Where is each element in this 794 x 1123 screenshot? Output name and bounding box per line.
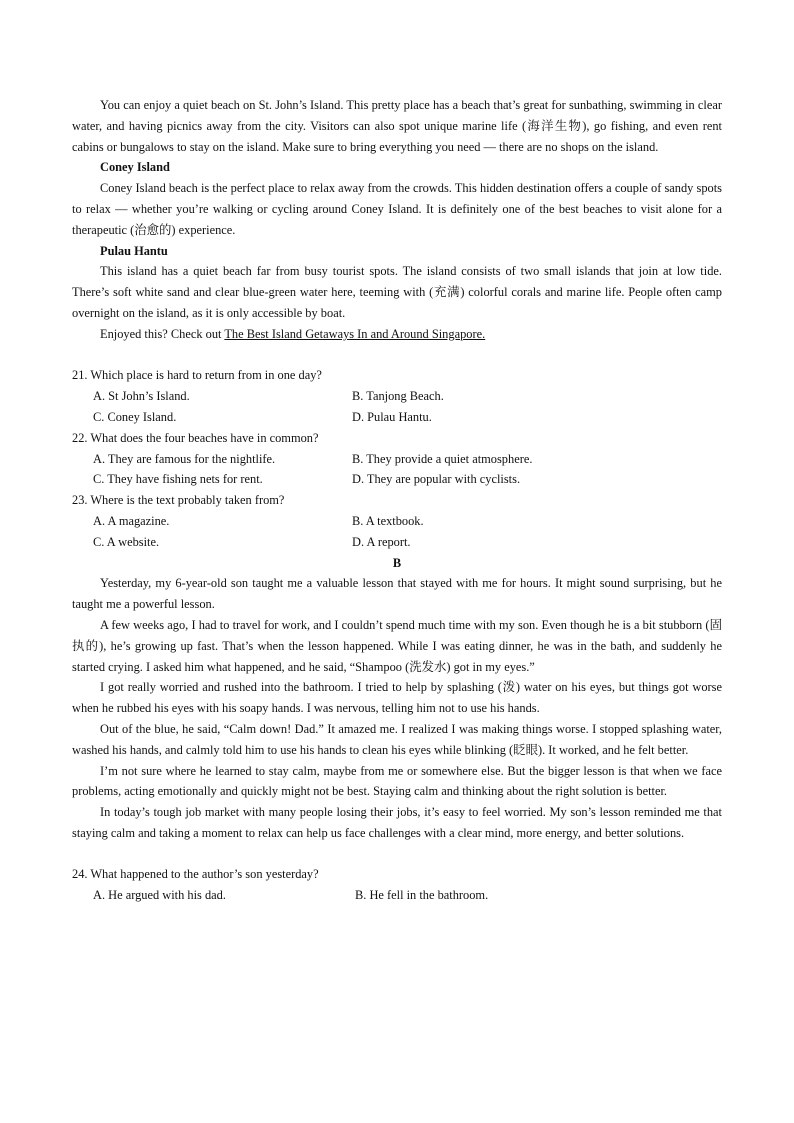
question-22-options-row-2 <box>72 469 722 490</box>
question-23-options-row-2 <box>72 532 722 553</box>
pulau-hantu-paragraph: This island has a quiet beach far from busy tourist spots. The island consists of two small islands that join at low tide. There’s soft white sand and clear blue-green water here, teeming with (充满) colorful corals and marine life. People often camp overnight on the island, as it is only accessible by boat. <box>72 264 722 320</box>
question-22-option-d: D. They are popular with cyclists. <box>352 472 521 487</box>
question-24-options-row-1 <box>72 885 722 906</box>
question-22-option-a: A. They are famous for the nightlife. <box>93 451 276 466</box>
question-21-options-row-2 <box>72 407 722 428</box>
passage-b-paragraph-3: I got really worried and rushed into the bathroom. I tried to help by splashing (泼) water on his eyes, but things got worse when he rubbed his eyes with his soapy hands. I was nervous, telling him not to use his hands. <box>72 680 722 716</box>
coney-island-heading: Coney Island <box>100 160 170 175</box>
passage-b-paragraph-2: A few weeks ago, I had to travel for work, and I couldn’t spend much time with my son. Even though he is a bit stubborn (固执的), he’s growing up fast. That’s when the lesson happened. While I was eating dinner, he was in the bath, and suddenly he started crying. I asked him what happened, and he said, “Shampoo (洗发水) got in my eyes.” <box>72 617 722 674</box>
spacer <box>72 844 722 865</box>
question-22-option-c: C. They have fishing nets for rent. <box>93 472 263 487</box>
question-21-option-b: B. Tanjong Beach. <box>352 389 444 404</box>
page-content <box>72 95 722 906</box>
question-23-option-d: D. A report. <box>352 534 411 549</box>
enjoyed-line <box>72 324 722 345</box>
question-21-stem: 21. Which place is hard to return from in one day? <box>72 368 322 383</box>
question-22-stem: 22. What does the four beaches have in common? <box>72 430 319 445</box>
question-21-options-row-1 <box>72 386 722 407</box>
section-b-label: B <box>392 555 402 570</box>
question-21-option-d: D. Pulau Hantu. <box>352 409 432 424</box>
question-23-option-c: C. A website. <box>93 534 160 549</box>
question-22-options-row-1 <box>72 449 722 470</box>
question-24-stem: 24. What happened to the author’s son yesterday? <box>72 867 319 882</box>
question-24-option-b: B. He fell in the bathroom. <box>355 888 489 903</box>
passage-b-paragraph-5: I’m not sure where he learned to stay calm, maybe from me or somewhere else. But the bigger lesson is that when we face problems, acting emotionally and quickly might not be best. Staying calm and thinking about the right solution is better. <box>72 763 722 799</box>
question-23-stem: 23. Where is the text probably taken from? <box>72 493 285 508</box>
coney-island-paragraph: Coney Island beach is the perfect place to relax away from the crowds. This hidden destination offers a couple of sandy spots to relax — whether you’re walking or cycling around Coney Island. It is definitely one of the best beaches to visit alone for a therapeutic (治愈的) experience. <box>72 181 722 237</box>
question-23-option-a: A. A magazine. <box>93 513 170 528</box>
island-getaways-link[interactable]: The Best Island Getaways In and Around Singapore. <box>224 326 486 341</box>
question-22-option-b: B. They provide a quiet atmosphere. <box>352 451 533 466</box>
question-23-option-b: B. A textbook. <box>352 513 424 528</box>
passage-a-intro: You can enjoy a quiet beach on St. John’s Island. This pretty place has a beach that’s great for sunbathing, swimming in clear water, and having picnics away from the city. Visitors can also spot unique marine life (海洋生物), go fishing, and even rent cabins or bungalows to stay on the island. Make sure to bring everything you need — there are no shops on the island. <box>72 98 722 154</box>
passage-b-paragraph-1: Yesterday, my 6-year-old son taught me a valuable lesson that stayed with me for hours. It might sound surprising, but he taught me a powerful lesson. <box>72 576 722 612</box>
pulau-hantu-heading: Pulau Hantu <box>100 243 168 258</box>
passage-b-paragraph-4: Out of the blue, he said, “Calm down! Dad.” It amazed me. I realized I was making things worse. I stopped splashing water, washed his hands, and calmly told him to use his hands to clean his eyes while blinking (眨眼). It worked, and he felt better. <box>72 721 722 757</box>
passage-b-paragraph-6: In today’s tough job market with many people losing their jobs, it’s easy to feel worried. My son’s lesson reminded me that staying calm and taking a moment to relax can help us face challenges with a clear mind, more energy, and better solutions. <box>72 805 722 840</box>
question-23-options-row-1 <box>72 511 722 532</box>
question-21-option-a: A. St John’s Island. <box>93 389 190 404</box>
spacer <box>72 345 722 366</box>
question-21-option-c: C. Coney Island. <box>93 409 177 424</box>
question-24-option-a: A. He argued with his dad. <box>93 888 226 903</box>
enjoyed-prefix: Enjoyed this? Check out <box>100 326 225 341</box>
